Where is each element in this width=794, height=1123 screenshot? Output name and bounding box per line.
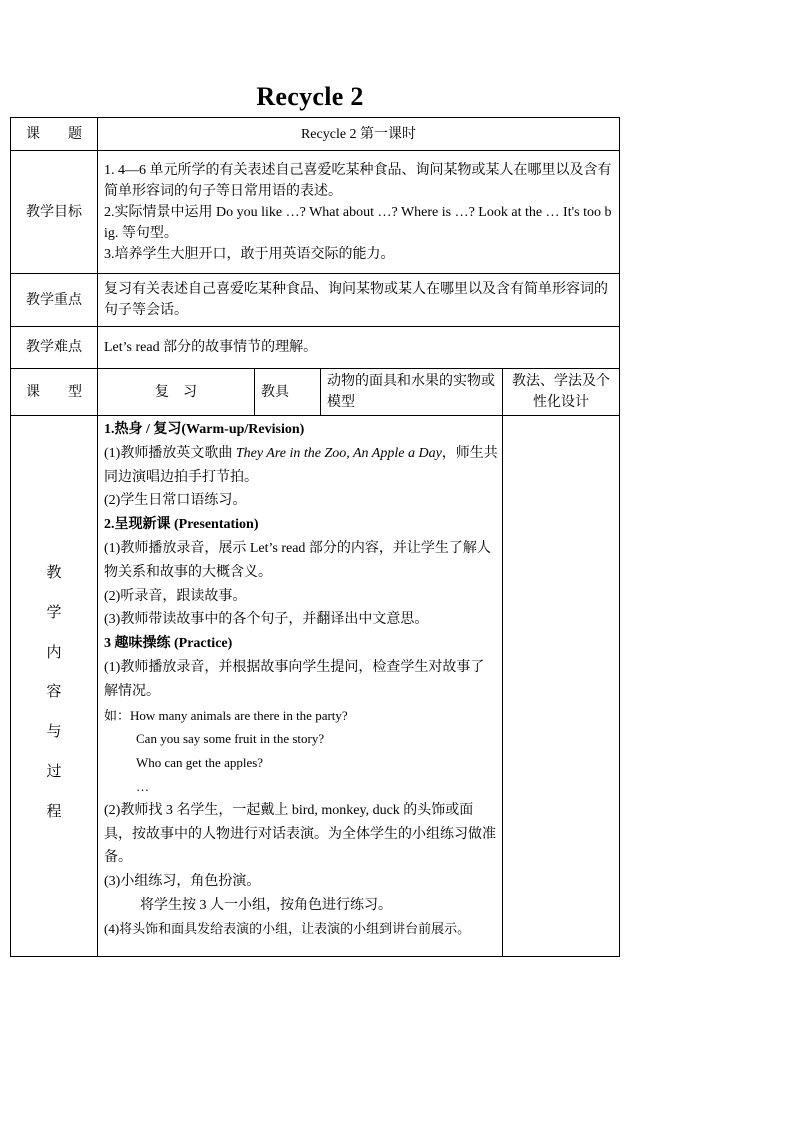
difficulties-label: 教学难点: [11, 327, 98, 369]
presentation-step-2: (2)听录音，跟读故事。: [104, 588, 247, 604]
practice-step-4: (4)将头饰和面具发给表演的小组，让表演的小组到讲台前展示。: [104, 920, 471, 936]
method-label: 教法、学法及个性化设计: [503, 369, 620, 416]
lesson-plan-table: [10, 117, 620, 957]
presentation-step-3: (3)教师带读故事中的各个句子，并翻译出中文意思。: [104, 612, 429, 628]
row-difficulties: [11, 327, 620, 369]
practice-step-1: (1)教师播放录音，并根据故事向学生提问，检查学生对故事了解情况。: [104, 659, 485, 699]
warmup-step-2: (2)学生日常口语练习。: [104, 493, 247, 509]
process-label-char: 程: [46, 803, 62, 820]
method-content: [503, 416, 620, 957]
practice-ellipsis: …: [136, 778, 149, 794]
song-title: They Are in the Zoo, An Apple a Day: [235, 445, 442, 461]
difficulties-value: Let’s read 部分的故事情节的理解。: [98, 327, 620, 369]
section-presentation-title: 2.呈现新课 (Presentation): [104, 517, 259, 533]
document-title: Recycle 2: [256, 82, 364, 111]
topic-value: Recycle 2 第一课时: [98, 118, 620, 151]
row-process: [11, 416, 620, 957]
section-practice-title: 3 趣味操练 (Practice): [104, 636, 233, 652]
objective-1: 1. 4—6 单元所学的有关表述自己喜爱吃某种食品、询问某物或某人在哪里以及含有简单形容词的句子等日常用语的表述。: [104, 162, 612, 199]
question-text: How many animals are there in the party?: [130, 707, 348, 723]
process-label-char: 与: [46, 724, 62, 741]
row-type: [11, 369, 620, 416]
objectives-label: 教学目标: [11, 151, 98, 274]
process-label-char: 容: [46, 684, 62, 701]
practice-step-3-detail: 将学生按 3 人一小组，按角色进行练习。: [140, 897, 392, 913]
process-label-char: 学: [46, 604, 62, 621]
process-label-char: 内: [46, 644, 62, 661]
warmup-step-1-text: (1)教师播放英文歌曲: [104, 445, 236, 461]
tools-label: 教具: [255, 369, 321, 416]
type-label: 课 型: [11, 369, 98, 416]
process-label: [11, 416, 98, 957]
practice-step-2: (2)教师找 3 名学生，一起戴上 bird, monkey, duck 的头饰或面具，按故事中的人物进行对话表演。为全体学生的小组练习做准备。: [104, 802, 496, 866]
topic-label: 课 题: [11, 118, 98, 151]
process-label-char: 教: [46, 565, 62, 581]
key-points-value: 复习有关表述自己喜爱吃某种食品、询问某物或某人在哪里以及含有简单形容词的句子等会话。: [98, 274, 620, 327]
objectives-value: [98, 151, 620, 274]
row-topic: [11, 118, 620, 151]
practice-question-1: [104, 704, 498, 728]
practice-question-2: Can you say some fruit in the story?: [136, 731, 325, 747]
practice-step-3: (3)小组练习，角色扮演。: [104, 874, 261, 890]
section-warmup-title: 1.热身 / 复习(Warm-up/Revision): [104, 422, 305, 437]
key-points-label: 教学重点: [11, 274, 98, 327]
row-key-points: [11, 274, 620, 327]
warmup-step-1: [104, 442, 498, 490]
tools-value: 动物的面具和水果的实物或模型: [321, 369, 503, 416]
type-value: 复 习: [98, 369, 255, 416]
example-label: 如：: [104, 707, 131, 723]
process-label-char: 过: [46, 764, 62, 781]
practice-question-3: Who can get the apples?: [136, 755, 264, 771]
presentation-step-1: (1)教师播放录音，展示 Let’s read 部分的内容，并让学生了解人物关系和故事的大概含义。: [104, 540, 491, 580]
row-objectives: [11, 151, 620, 274]
warmup-step-1-tail: ，师生共同边演唱边拍手打节拍。: [104, 445, 498, 485]
process-label-vertical: [11, 491, 97, 881]
process-content: [98, 416, 503, 957]
objective-3: 3.培养学生大胆开口，敢于用英语交际的能力。: [104, 246, 395, 262]
objective-2: 2.实际情景中运用 Do you like …? What about …? Where is …? Look at the … It's too big. 等句型。: [104, 204, 612, 241]
